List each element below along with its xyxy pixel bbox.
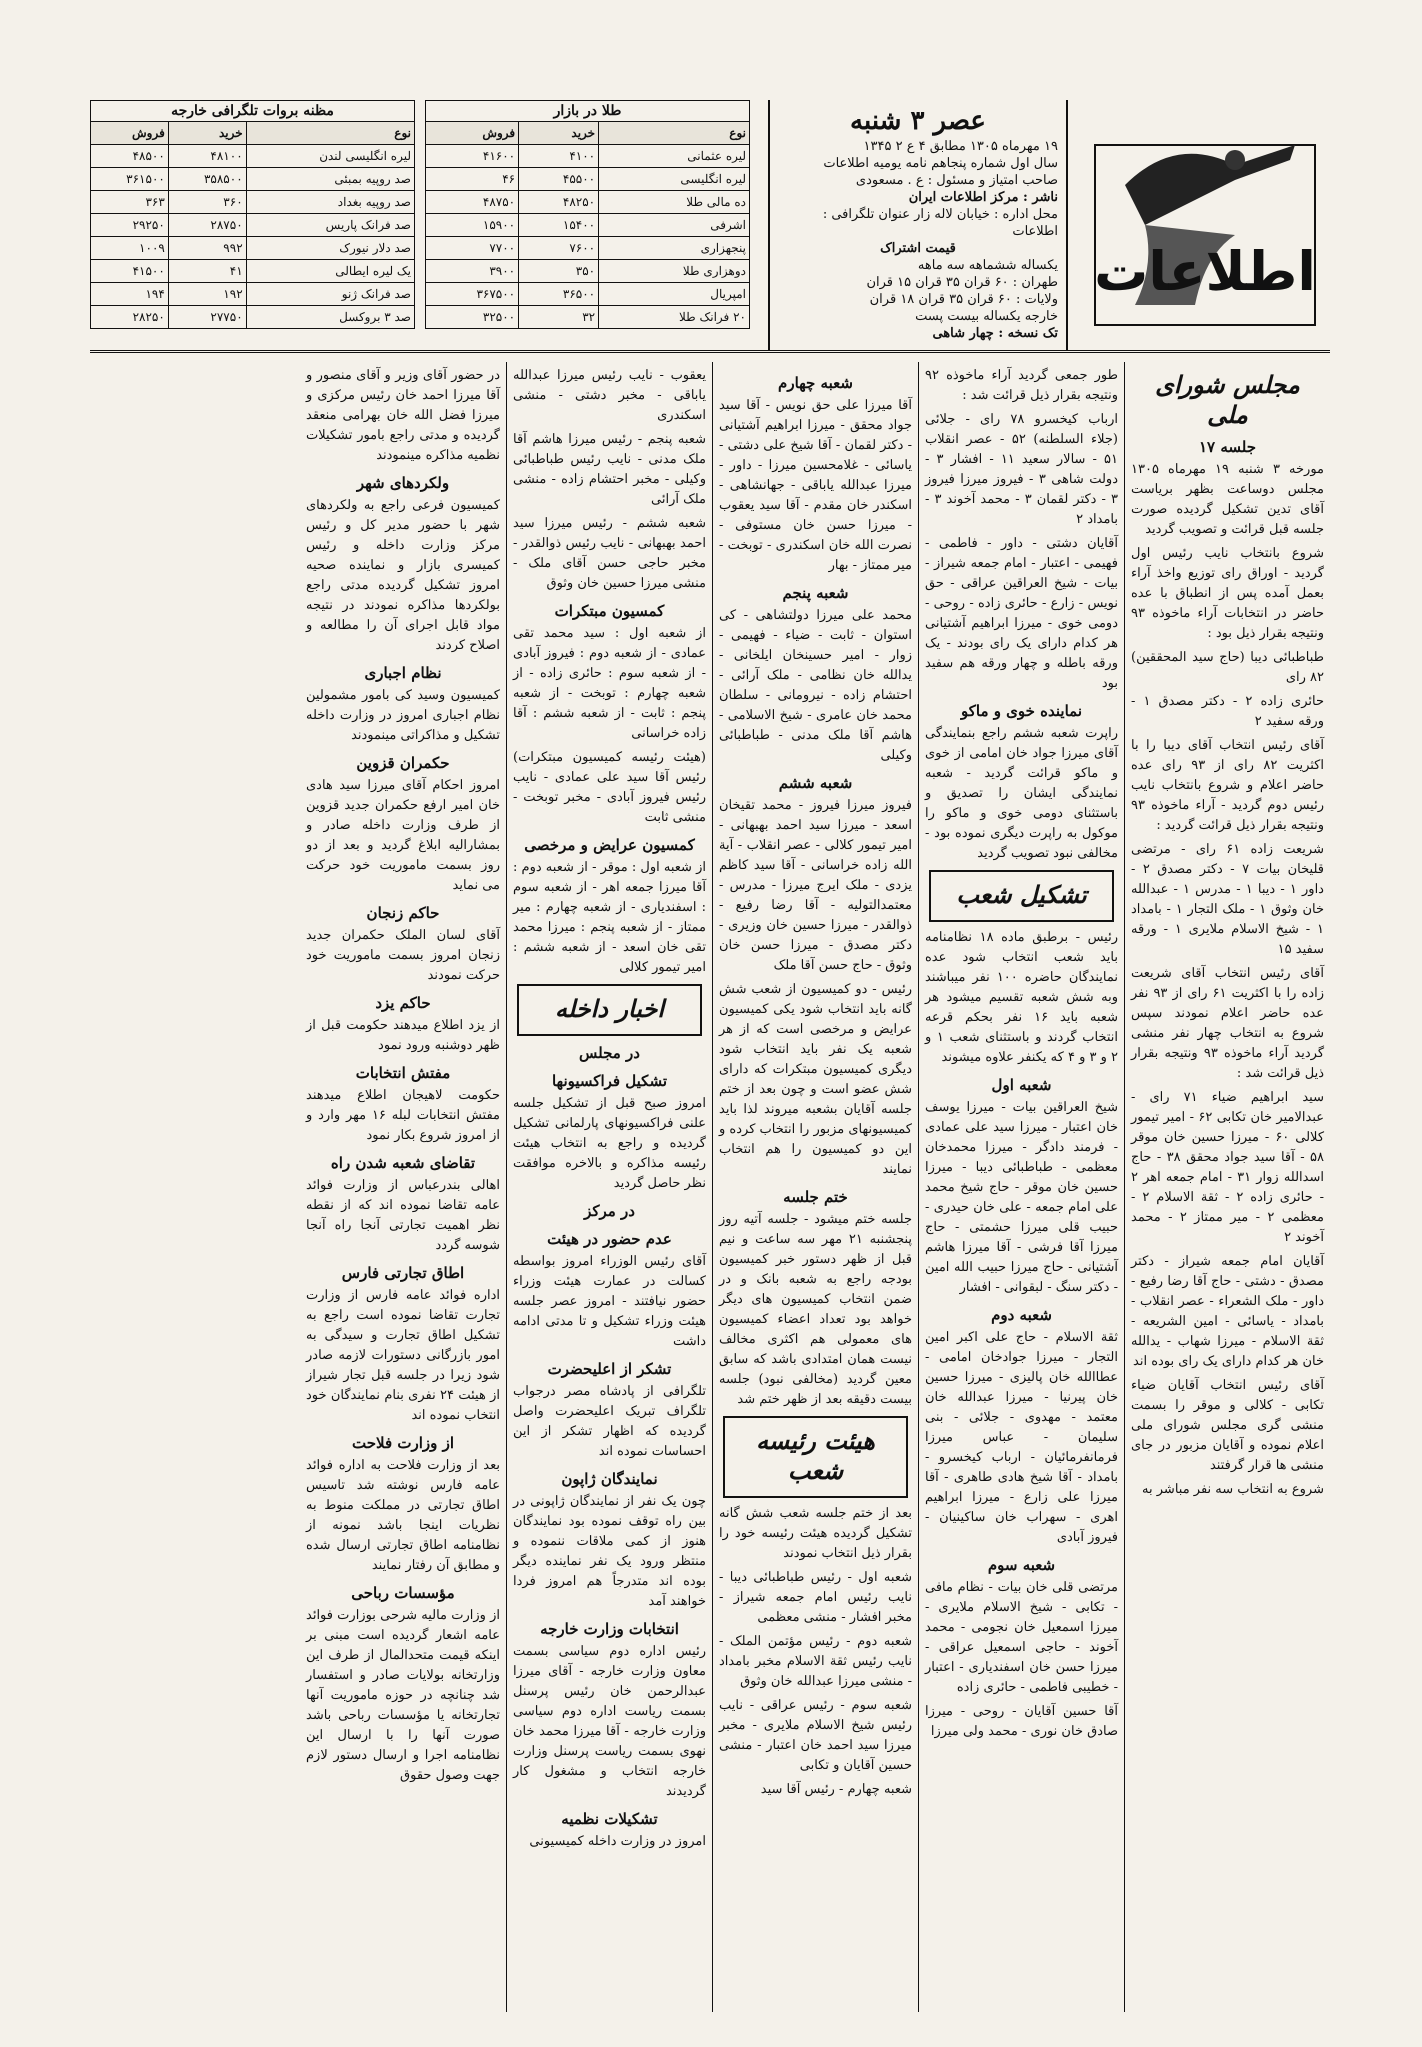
paragraph: از شعبه اول : موقر - از شعبه دوم : آقا میرزا جمعه اهر - از شعبه سوم : اسفندیاری - از شعبه چهارم : میر ممتاز - از شعبه پنجم : میرزا محمد تقی خان اسعد - از شعبه ششم : امیر تیمور کلالی bbox=[513, 860, 706, 975]
cell: ۴۸۷۵۰ bbox=[426, 191, 519, 214]
single-copy-price: تک نسخه : چهار شاهی bbox=[932, 326, 1058, 341]
table-row bbox=[426, 168, 750, 191]
column-sections bbox=[918, 362, 1124, 2012]
parliament-title: مجلس شورای ملی bbox=[1155, 370, 1300, 429]
cell: ۳۶۰ bbox=[168, 191, 246, 214]
paragraph: امروز در وزارت داخله کمیسیونی bbox=[529, 1834, 706, 1849]
subheading: شعبه اول bbox=[991, 1076, 1052, 1094]
sections-formation-heading: تشکیل شعب bbox=[956, 880, 1087, 909]
table-row bbox=[426, 191, 750, 214]
table-row bbox=[91, 306, 415, 329]
subheading: در مرکز bbox=[584, 1202, 635, 1220]
fx-header-sell: فروش bbox=[91, 122, 169, 145]
cell: ۳۲۵۰۰ bbox=[426, 306, 519, 329]
paragraph: شروع به انتخاب سه نفر مباشر به bbox=[1142, 1482, 1324, 1497]
paragraph: تلگرافی از پادشاه مصر درجواب تلگراف تبریک اعلیحضرت واصل گردیده که اظهار تشکر از این احساسات نموده اند bbox=[513, 1384, 706, 1459]
table-row bbox=[91, 260, 415, 283]
cell: ۴۱۰۰ bbox=[519, 145, 599, 168]
paragraph: شعبه پنجم - رئیس میرزا هاشم آقا ملک مدنی - نایب رئیس طباطبائی وکیلی - مخبر احتشام زاده - منشی ملک آرائی bbox=[513, 432, 706, 507]
cell: ۴۱۶۰۰ bbox=[426, 145, 519, 168]
subheading: حاکم یزد bbox=[375, 994, 431, 1012]
cell: ۳۲ bbox=[519, 306, 599, 329]
cell: ۱۹۴ bbox=[91, 283, 169, 306]
paragraph: آقا حسین آقایان - روحی - میرزا صادق خان نوری - محمد ولی میرزا bbox=[925, 1704, 1118, 1739]
column-domestic-news bbox=[506, 362, 712, 2012]
issue-publisher: ناشر : مرکز اطلاعات ایران bbox=[908, 190, 1058, 205]
masthead bbox=[1080, 100, 1330, 350]
subheading: اطاق تجارتی فارس bbox=[341, 1264, 465, 1282]
cell: صد روپیه بغداد bbox=[246, 191, 414, 214]
cell: دوهزاری طلا bbox=[599, 260, 750, 283]
paragraph: (هیئت رئیسه کمیسیون مبتکرات) رئیس آقا سید علی عمادی - نایب رئیس فیروز آبادی - مخبر توبخت - منشی ثابت bbox=[513, 750, 706, 825]
domestic-news-heading: اخبار داخله bbox=[554, 994, 664, 1023]
cell: صد دلار نیورک bbox=[246, 237, 414, 260]
cell: ۳۶۷۵۰۰ bbox=[426, 283, 519, 306]
paragraph: آقای رئیس انتخاب آقایان ضیاء تکابی - کلالی و موقر را بسمت منشی گری مجلس شورای ملی اعلام نموده و آقایان مزبور در جای منشی ها قرار گرفتند bbox=[1131, 1378, 1324, 1473]
subheading: ولکردهای شهر bbox=[356, 474, 450, 492]
subheading: شعبه ششم bbox=[778, 774, 853, 792]
paragraph: از شعبه اول : سید محمد تقی عمادی - از شعبه دوم : فیروز آبادی - از شعبه سوم : حائری زاده - از شعبه چهارم : توبخت - از شعبه پنجم : ثابت - از شعبه ششم : آقا زاده خراسانی bbox=[513, 626, 706, 741]
subheading: شعبه دوم bbox=[991, 1306, 1052, 1324]
fx-caption: مظنه بروات تلگرافی خارجه bbox=[90, 100, 415, 121]
paragraph: فیروز میرزا فیروز - محمد تقیخان اسعد - میرزا سید احمد بهبهانی - امیر تیمور کلالی - عصر انقلاب - آیة الله زاده خراسانی - آقا سید کاظم یزدی - ملک ایرج میرزا - مدرس - معتمدالتولیه - آقا رضا رفیع - ذوالقدر - میرزا حسین خان وزیری - دکتر مصدق - میرزا حسن خان وثوق - حاج حسن آقا ملک bbox=[719, 798, 912, 973]
gold-prices-table bbox=[425, 100, 750, 329]
subheading: ختم جلسه bbox=[783, 1188, 848, 1206]
cell: ۱۰۰۹ bbox=[91, 237, 169, 260]
cell: لیره انگلیسی لندن bbox=[246, 145, 414, 168]
paragraph: شعبه ششم - رئیس میرزا سید احمد بهبهانی - نایب رئیس ذوالقدر - مخبر حاجی حسن آقای ملک - منشی میرزا حسین خان وثوق bbox=[513, 516, 706, 591]
table-row bbox=[426, 237, 750, 260]
subheading: نمایندگان ژاپون bbox=[561, 1470, 658, 1488]
gold-header-sell: فروش bbox=[426, 122, 519, 145]
column-city-news bbox=[300, 362, 506, 2012]
subheading: شعبه سوم bbox=[987, 1556, 1056, 1574]
cell: صد روپیه بمبئی bbox=[246, 168, 414, 191]
presidium-heading: هیئت رئیسه شعب bbox=[756, 1426, 875, 1485]
subheading: تشکیل فراکسیونها bbox=[551, 1072, 668, 1090]
exchange-rates-table bbox=[90, 100, 415, 329]
paragraph: مورخه ۳ شنبه ۱۹ مهرماه ۱۳۰۵ مجلس دوساعت بظهر بریاست آقای تدین تشکیل گردیده صورت جلسه قبل قرائت و تصویب گردید bbox=[1131, 462, 1324, 537]
subscription-provinces: ولایات : ۶۰ قران ۳۵ قران ۱۸ قران bbox=[869, 292, 1058, 307]
paragraph: امروز صبح قبل از تشکیل جلسه علنی فراکسیونهای پارلمانی تشکیل گردیده و راجع به انتخاب هیئت رئیسه مذاکره و بالاخره موافقت نظر حاصل گردید bbox=[513, 1096, 706, 1191]
cell: ۴۶ bbox=[426, 168, 519, 191]
table-row bbox=[91, 283, 415, 306]
subheading: کمسیون مبتکرات bbox=[554, 602, 665, 620]
paragraph: از یزد اطلاع میدهند حکومت قبل از ظهر دوشنبه ورود نمود bbox=[306, 1018, 500, 1053]
paragraph: آقای رئیس الوزراء امروز بواسطه کسالت در عمارت هیئت وزراء حضور نیافتند - امروز عصر جلسه هیئت وزراء تشکیل و تا مدتی ادامه داشت bbox=[513, 1254, 706, 1349]
paragraph: سید ابراهیم ضیاء ۷۱ رای - عبدالامیر خان تکابی ۶۲ - امیر تیمور کلالی ۶۰ - میرزا حسین خان موقر ۵۸ - آقا سید جواد محقق ۳۸ - حاج اسدالله زوار ۳۱ - امام جمعه اهر ۲ - حائری زاده ۲ - ثقة الاسلام ۲ - معظمی ۲ - میر ممتاز ۲ - محمد آخوند ۲ bbox=[1131, 1090, 1325, 1245]
paragraph: شیخ العراقین بیات - میرزا یوسف خان اعتبار - میرزا سید علی عمادی - فرمند دادگر - میرزا محمدخان معظمی - طباطبائی دیبا - میرزا حسین خان موقر - حاج شیخ محمد علی امام جمعه - علی خان حیدری - حبیب قلی میرزا حشمتی - حاج میرزا آقا فرشی - آقا میرزا هاشم آشتیانی - حاج میرزا حبیب الله امین - دکتر سنگ - لبقوانی - افشار bbox=[925, 1100, 1118, 1295]
paragraph: از وزارت مالیه شرحی بوزارت فوائد عامه اشعار گردیده است مبنی بر اینکه قیمت متحدالمال از طرف این وزارتخانه بولایات صادر و استفسار شد چنانچه در حوزه ماموریت آنها تجارتخانه یا مؤسسات رباحی باشد صورت آنها را با ارسال این نظامنامه اجرا و ارسال دستور لازم جهت وصول حقوق bbox=[306, 1608, 500, 1783]
table-row bbox=[91, 168, 415, 191]
paragraph: شعبه دوم - رئیس مؤتمن الملک - نایب رئیس ثقة الاسلام مخبر بامداد - منشی میرزا عبدالله خان وثوق bbox=[719, 1634, 912, 1689]
paragraph: محمد علی میرزا دولتشاهی - کی استوان - ثابت - ضیاء - فهیمی - زوار - امیر حسینخان ایلخانی - یدالله خان نظامی - ملک آرائی - احتشام زاده - نیرومانی - سلطان محمد خان عامری - شیخ الاسلامی - هاشم آقا ملک مدنی - طباطبائی وکیلی bbox=[719, 608, 912, 763]
paragraph: شعبه چهارم - رئیس آقا سید bbox=[760, 1782, 912, 1797]
cell: ۴۱۵۰۰ bbox=[91, 260, 169, 283]
paragraph: رئیس اداره دوم سیاسی بسمت معاون وزارت خارجه - آقای میرزا عبدالرحمن خان رئیس پرسنل بسمت ریاست اداره دوم سیاسی وزارت خارجه - آقا میرزا محمد خان نهوی بسمت ریاست پرسنل وزارت خارجه انتخاب و مشغول کار گردیدند bbox=[513, 1644, 706, 1799]
column-committees bbox=[712, 362, 918, 2012]
subheading: مفتش انتخابات bbox=[355, 1064, 451, 1082]
column-parliament bbox=[1124, 362, 1330, 2012]
table-row bbox=[91, 145, 415, 168]
cell: ۳۶۵۰۰ bbox=[519, 283, 599, 306]
table-row bbox=[91, 191, 415, 214]
newspaper-page bbox=[90, 100, 1330, 2020]
paragraph: مرتضی قلی خان بیات - نظام مافی - تکابی - شیخ الاسلام ملایری - میرزا اسمعیل خان نجومی - محمد آخوند - حاجی اسمعیل عراقی - میرزا حسن خان اسفندیاری - اعتبار - خطیبی فاطمی - حائری زاده bbox=[925, 1580, 1118, 1695]
cell: ۷۷۰۰ bbox=[426, 237, 519, 260]
cell: ۲۹۲۵۰ bbox=[91, 214, 169, 237]
cell: یک لیره ایطالی bbox=[246, 260, 414, 283]
paragraph: رئیس - برطبق ماده ۱۸ نظامنامه باید شعب انتخاب شود عده نمایندگان حاضره ۱۰۰ نفر میباشند وبه شش شعبه تقسیم میشود هر شعبه باید ۱۶ نفر بحکم قرعه انتخاب گردند و باستثنای شعب ۱ و ۲ و ۳ و ۴ که یکنفر علاوه میشوند bbox=[925, 930, 1119, 1065]
paragraph: حائری زاده ۲ - دکتر مصدق ۱ - ورقه سفید ۲ bbox=[1131, 694, 1325, 729]
cell: اشرفی bbox=[599, 214, 750, 237]
issue-number: سال اول شماره پنجاهم نامه یومیه اطلاعات bbox=[823, 156, 1058, 171]
gold-caption: طلا در بازار bbox=[425, 100, 750, 121]
paragraph: طباطبائی دیبا (حاج سید المحققین) ۸۲ رای bbox=[1131, 650, 1324, 685]
cell: ۴۸۵۰۰ bbox=[91, 145, 169, 168]
cell: ۲۸۷۵۰ bbox=[168, 214, 246, 237]
cell: ۴۱ bbox=[168, 260, 246, 283]
cell: صد ۳ بروکسل bbox=[246, 306, 414, 329]
cell: امپریال bbox=[599, 283, 750, 306]
cell: ۹۹۲ bbox=[168, 237, 246, 260]
masthead-title: اطلاعات bbox=[1094, 240, 1316, 303]
paragraph: آقایان امام جمعه شیراز - دکتر مصدق - دشتی - حاج آقا رضا رفیع - داور - ملک الشعراء - عصر انقلاب - بامداد - یاسائی - امین الشریعه - ثقة الاسلام - میرزا شهاب - یدالله خان هر کدام دارای یک رای بوده اند bbox=[1131, 1254, 1324, 1369]
subheading: مؤسسات رباحی bbox=[351, 1584, 455, 1602]
subscription-header: یکساله ششماهه سه ماهه bbox=[917, 258, 1058, 273]
fx-header-buy: خرید bbox=[168, 122, 246, 145]
issue-address: محل اداره : خیابان لاله زار عنوان تلگرافی : اطلاعات bbox=[822, 207, 1058, 239]
cell: ۴۸۲۵۰ bbox=[519, 191, 599, 214]
paragraph: ارباب کیخسرو ۷۸ رای - جلائی (جلاء السلطنه) ۵۲ - عصر انقلاب ۵۱ - سالار سعید ۱۱ - افشار ۳ - دولت شاهی ۳ - فیروز میرزا فیروز ۳ - دکتر لقمان ۳ - محمد آخوند ۳ - بامداد ۲ bbox=[925, 412, 1119, 527]
subheading: عدم حضور در هیئت bbox=[547, 1230, 672, 1248]
paragraph: ثقة الاسلام - حاج علی اکبر امین التجار - میرزا جوادخان امامی - عطاالله خان پالیزی - میرزا حسین خان پیرنیا - میرزا عبدالله خان معتمد - مهدوی - جلائی - بنی سلیمان - عباس میرزا فرمانفرمائیان - ارباب کیخسرو - بامداد - آقا شیخ هادی طاهری - آقا میرزا علی زارع - میرزا ابراهیم اهری - سهراب خان ساکینیان - فیروز آبادی bbox=[925, 1330, 1118, 1545]
cell: ده مالی طلا bbox=[599, 191, 750, 214]
subheading: از وزارت فلاحت bbox=[352, 1434, 454, 1452]
cell: ۴۵۵۰۰ bbox=[519, 168, 599, 191]
session-label: جلسه ۱۷ bbox=[1198, 438, 1256, 456]
subscription-tehran: طهران : ۶۰ قران ۳۵ قران ۱۵ قران bbox=[866, 275, 1058, 290]
subheading: حاکم زنجان bbox=[366, 904, 440, 922]
angel-trumpet-logo-icon bbox=[1085, 115, 1325, 335]
subheading: تشکر از اعلیحضرت bbox=[547, 1360, 672, 1378]
subheading: تشکیلات نظمیه bbox=[561, 1810, 658, 1828]
cell: ۴۸۱۰۰ bbox=[168, 145, 246, 168]
paragraph: شریعت زاده ۶۱ رای - مرتضی قلیخان بیات ۷ - دکتر مصدق ۲ - داور ۱ - دیبا ۱ - مدرس ۱ - عبدالله خان وثوق ۱ - ملک التجار ۱ - بامداد ۱ - شیخ الاسلام ملایری ۱ - ورقه سفید ۱۵ bbox=[1131, 842, 1324, 957]
subscription-abroad: خارجه یکساله بیست پست bbox=[915, 309, 1058, 324]
paragraph: در حضور آقای وزیر و آقای منصور و آقا میرزا احمد خان رئیس مرکزی و میرزا فضل الله خان بهرامی منعقد گردیده و مدتی راجع بامور تشکیلات نظمیه مذاکره مینمودند bbox=[306, 368, 500, 463]
paragraph: آقای لسان الملک حکمران جدید زنجان امروز بسمت ماموریت خود حرکت نمودند bbox=[306, 928, 500, 983]
market-rates bbox=[90, 100, 750, 350]
issue-info bbox=[768, 100, 1068, 350]
paragraph: یعقوب - نایب رئیس میرزا عبدالله یاباقی - مخبر دشتی - منشی اسکندری bbox=[513, 368, 706, 423]
paragraph: کمیسیون وسید کی بامور مشمولین نظام اجباری امروز در وزارت داخله تشکیل و مذاکراتی مینمودند bbox=[306, 688, 500, 743]
subheading: تقاضای شعبه شدن راه bbox=[330, 1154, 476, 1172]
subheading: نظام اجباری bbox=[364, 664, 442, 682]
paragraph: شعبه سوم - رئیس عراقی - نایب رئیس شیخ الاسلام ملایری - مخبر میرزا سید احمد خان اعتبار - منشی حسین آقایان و تکابی bbox=[719, 1698, 912, 1773]
paragraph: امروز احکام آقای میرزا سید هادی خان امیر ارفع حکمران جدید قزوین از طرف وزارت داخله صادر و بمشارالیه ابلاغ گردید و بعد از دو روز بسمت ماموریت خود حرکت می نماید bbox=[306, 778, 500, 893]
cell: ۷۶۰۰ bbox=[519, 237, 599, 260]
subscription-title: قیمت اشتراک bbox=[880, 241, 956, 256]
cell: ۳۶۱۵۰۰ bbox=[91, 168, 169, 191]
gold-header-type: نوع bbox=[599, 122, 750, 145]
subheading: کمسیون عرایض و مرخصی bbox=[524, 836, 695, 854]
issue-editor: صاحب امتیاز و مسئول : ع . مسعودی bbox=[855, 173, 1058, 188]
paragraph: آقای رئیس انتخاب آقای دیبا را با اکثریت ۸۲ رای از ۹۳ رای عده حاضر اعلام و شروع بانتخاب نایب رئیس دوم گردید - آراء ماخوذه ۹۳ ونتیجه بقرار ذیل قرائت گردید : bbox=[1131, 738, 1324, 833]
cell: لیره انگلیسی bbox=[599, 168, 750, 191]
cell: ۲۸۲۵۰ bbox=[91, 306, 169, 329]
paragraph: حکومت لاهیجان اطلاع میدهند مفتش انتخابات لبله ۱۶ مهر وارد و از امروز شروع بکار نمود bbox=[306, 1088, 500, 1143]
paragraph: شروع بانتخاب نایب رئیس اول گردید - اوراق رای توزیع واخذ آراء بعمل آمده پس از انطباق با عده حاضر در انتخابات آراء ماخوذه ۹۳ ونتیجه بقرار ذیل بود : bbox=[1131, 546, 1324, 641]
paragraph: اداره فوائد عامه فارس از وزارت تجارت تقاضا نموده است راجع به تشکیل اطاق تجارت و سیدگی به امور بازرگانی دستورات لازمه صادر شود زیرا در جلسه قبل تجار شیراز از هیئت ۲۴ نفری بنام نمایندگان خود انتخاب نموده اند bbox=[306, 1288, 500, 1423]
article-columns bbox=[90, 362, 1330, 2012]
cell: ۱۹۲ bbox=[168, 283, 246, 306]
paragraph: راپرت شعبه ششم راجع بنمایندگی آقای میرزا جواد خان امامی از خوی و ماکو قرائت گردید - شعبه نمایندگی ایشان را تصدیق و باستثنای دومی خوی و ماکو را موکول به راپرت دیگری نموده بود - مخالفی نبود تصویب گردید bbox=[925, 726, 1118, 861]
cell: لیره عثمانی bbox=[599, 145, 750, 168]
header bbox=[90, 100, 1330, 353]
subheading: حکمران قزوین bbox=[356, 754, 450, 772]
issue-date: ۱۹ مهرماه ۱۳۰۵ مطابق ۴ ع ۲ ۱۳۴۵ bbox=[863, 139, 1058, 154]
paragraph: اهالی بندرعباس از وزارت فوائد عامه تقاضا نموده اند که از نقطه نظر اهمیت تجارتی آنجا راه آنجا شوسه گردد bbox=[306, 1178, 500, 1253]
paragraph: آقای رئیس انتخاب آقای شریعت زاده را با اکثریت ۶۱ رای از ۹۳ نفر عده حاضر اعلام نمودند سپس شروع به انتخاب چهار نفر منشی گردید آراء ماخوذه ۹۳ ونتیجه بقرار ذیل قرائت شد : bbox=[1131, 966, 1325, 1081]
paragraph: آقا میرزا علی حق نویس - آقا سید جواد محقق - میرزا ابراهیم آشتیانی - دکتر لقمان - آقا شیخ علی دشتی - یاسائی - غلامحسین میرزا - داور - میرزا عبدالله یاباقی - جهانشاهی - اسکندر خان مقدم - آقا سید یعقوب - میرزا حسن خان مستوفی - نصرت الله خان اسکندری - توبخت - میر ممتاز - بهار bbox=[719, 398, 912, 573]
cell: ۱۵۴۰۰ bbox=[519, 214, 599, 237]
cell: ۳۵۰ bbox=[519, 260, 599, 283]
paragraph: آقایان دشتی - داور - فاطمی - فهیمی - اعتبار - امام جمعه شیراز - بیات - شیخ العراقین عراقی - حق نویس - زارع - حائری زاده - روحی - دومی خوی - میرزا ابراهیم آشتیانی هر کدام دارای یک رای بودند - یک ورقه باطله و چهار ورقه هم سفید بود bbox=[925, 536, 1118, 691]
fx-header-type: نوع bbox=[246, 122, 414, 145]
table-row bbox=[426, 145, 750, 168]
paragraph: جلسه ختم میشود - جلسه آتیه روز پنجشنبه ۲۱ مهر سه ساعت و نیم قبل از ظهر دستور خبر کمیسیون بودجه راجع به شعبه بانک و در ضمن انتخاب کمیسیون های دیگر خواهد بود تعداد اعضاء کمیسیون های معمولی هم اکثری مخالف نیست همان امتدادی باشد که سابق معین گردید (مخالفی نبود) جلسه بیست دقیقه بعد از ظهر ختم شد bbox=[719, 1212, 912, 1407]
paragraph: طور جمعی گردید آراء ماخوذه ۹۲ ونتیجه بقرار ذیل قرائت شد : bbox=[925, 368, 1118, 403]
subheading: شعبه چهارم bbox=[778, 374, 853, 392]
table-row bbox=[426, 306, 750, 329]
cell: ۲۷۷۵۰ bbox=[168, 306, 246, 329]
cell: ۳۶۳ bbox=[91, 191, 169, 214]
paragraph: شعبه اول - رئیس طباطبائی دیبا - نایب رئیس امام جمعه شیراز - مخبر افشار - منشی معظمی bbox=[719, 1570, 912, 1625]
gold-header-buy: خرید bbox=[519, 122, 599, 145]
cell: ۲۰ فرانک طلا bbox=[599, 306, 750, 329]
paragraph: کمیسیون فرعی راجع به ولکردهای شهر با حضور مدیر کل و رئیس مرکز وزارت داخله و رئیس کمیسری بازار و نماینده صحیه امروز تشکیل گردیده مدتی راجع بولکردها مذاکره نمودند در نتیجه مواد قابل اجرای آن را مطالعه و اصلاح کردند bbox=[306, 498, 500, 653]
paragraph: رئیس - دو کمیسیون از شعب شش گانه باید انتخاب شود یکی کمیسیون عرایض و مرخصی است که از هر شعبه یک نفر باید انتخاب شود دیگری کمیسیون مبتکرات که دارای شش عضو است و چون بعد از ختم جلسه آقایان بشعبه میروند لذا باید کمیسیونهای مزبور را انتخاب کرده و این دو کمیسیون را هم انتخاب نمایند bbox=[719, 982, 912, 1177]
paragraph: چون یک نفر از نمایندگان ژاپونی در بین راه توقف نموده بود نمایندگان هنوز از کمی ملاقات ننموده و منتظر ورود یک نفر نماینده دیگر بوده اند متدرجاً هم امروز فردا خواهند آمد bbox=[513, 1494, 706, 1609]
subheading: نماینده خوی و ماکو bbox=[960, 702, 1083, 720]
subheading: شعبه پنجم bbox=[782, 584, 849, 602]
cell: ۳۹۰۰ bbox=[426, 260, 519, 283]
table-row bbox=[91, 237, 415, 260]
cell: پنجهزاری bbox=[599, 237, 750, 260]
subheading: انتخابات وزارت خارجه bbox=[540, 1620, 679, 1638]
paragraph: بعد از ختم جلسه شعب شش گانه تشکیل گردیده هیئت رئیسه خود را بقرار ذیل انتخاب نمودند bbox=[719, 1506, 912, 1561]
issue-day: عصر ۳ شنبه bbox=[850, 106, 986, 136]
cell: ۱۵۹۰۰ bbox=[426, 214, 519, 237]
cell: صد فرانک پاریس bbox=[246, 214, 414, 237]
table-row bbox=[91, 214, 415, 237]
table-row bbox=[426, 260, 750, 283]
cell: ۳۵۸۵۰۰ bbox=[168, 168, 246, 191]
table-row bbox=[426, 283, 750, 306]
subheading: در مجلس bbox=[579, 1044, 640, 1062]
table-row bbox=[426, 214, 750, 237]
paragraph: بعد از وزارت فلاحت به اداره فوائد عامه فارس نوشته شد تاسیس اطاق تجارتی در مملکت منوط به نظریات اینجا باشد نمونه از نظامنامه اطاق تجارتی ارسال شده و مطابق آن رفتار نمایند bbox=[306, 1458, 500, 1573]
cell: صد فرانک ژنو bbox=[246, 283, 414, 306]
